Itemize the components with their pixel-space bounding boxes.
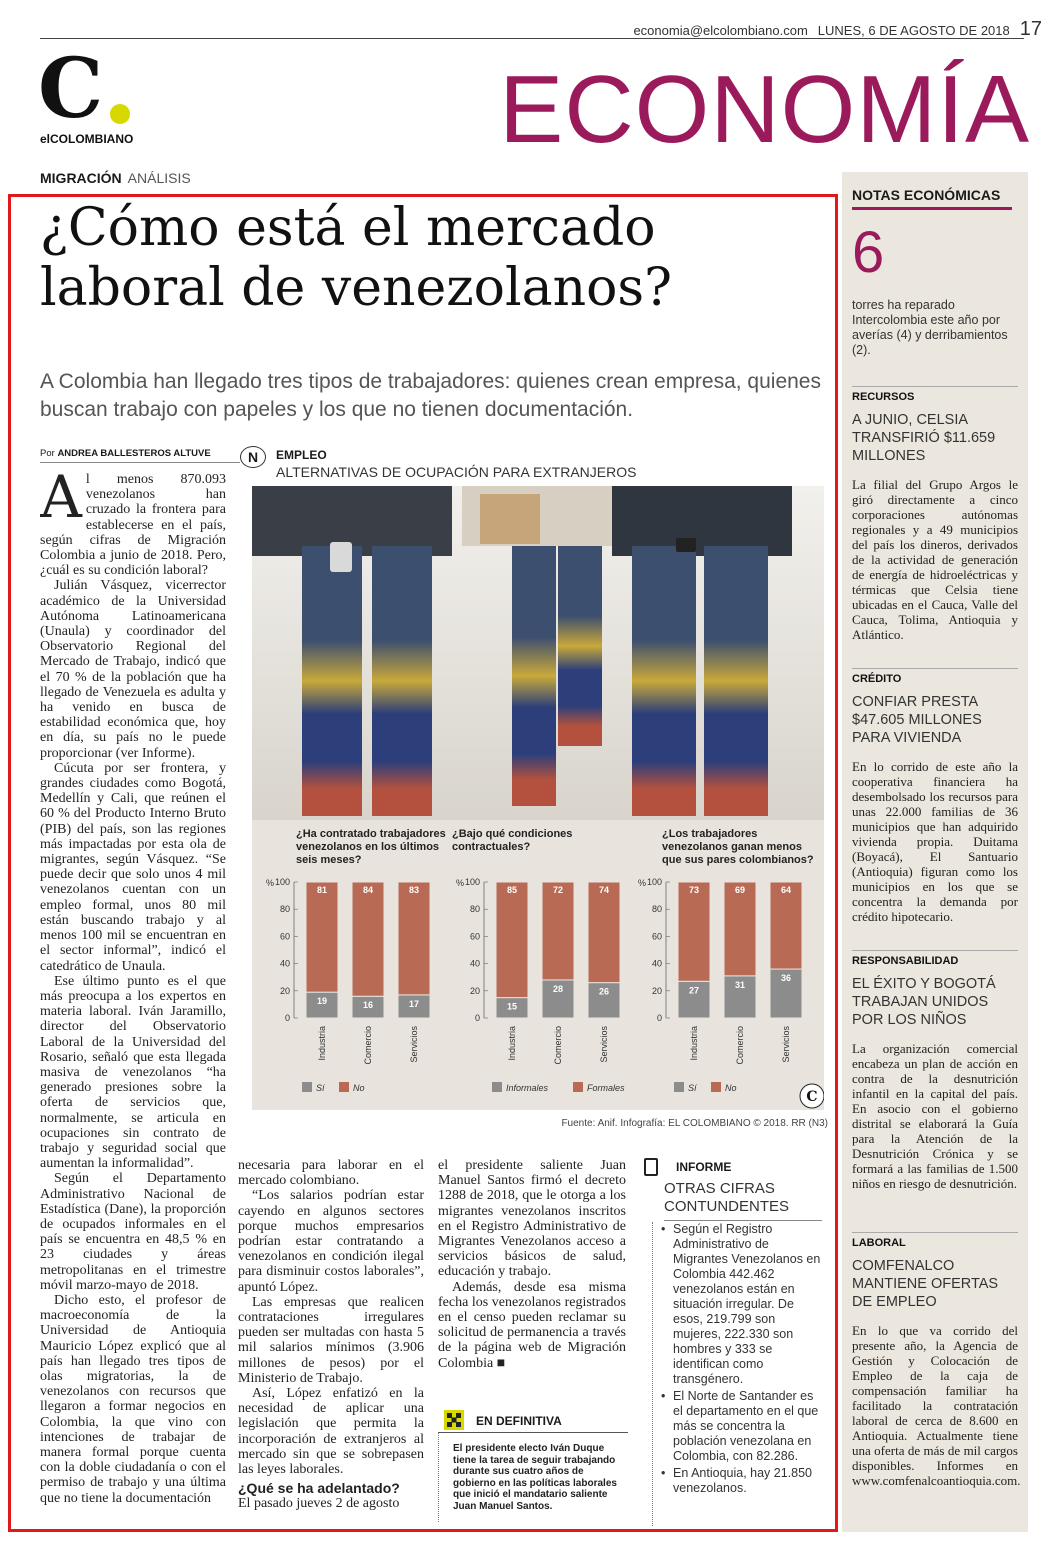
data-label: 27 (688, 985, 700, 996)
definitiva-kicker: EN DEFINITIVA (476, 1414, 562, 1428)
chart-1-question: ¿Ha contratado trabajadores venezolanos en los últimos seis meses? (296, 828, 446, 866)
x-tick-label: Industria (317, 1026, 327, 1061)
subheading: ¿Qué se ha adelantado? (238, 1480, 400, 1497)
x-tick-label: Comercio (735, 1026, 745, 1065)
y-tick-label: 80 (651, 904, 662, 915)
informe-item: • El Norte de Santander es el departamento en el que más se concentra la población venezolana en Colombia, con 82.286. (661, 1389, 824, 1464)
y-axis-label: % (266, 878, 275, 888)
infographic-kicker: EMPLEO (276, 448, 327, 462)
note-label: RESPONSABILIDAD (852, 950, 1018, 967)
x-tick-label: Industria (507, 1026, 517, 1061)
data-label: 19 (316, 996, 328, 1007)
paragraph-text: l menos 870.093 venezolanos han cruzado la frontera para establecerse en el país, según cifras de Migración Colombia a junio de 2018. Pero, ¿cuál es su condición laboral? (40, 472, 226, 579)
highlight-frame (8, 194, 838, 1532)
x-tick-label: Comercio (363, 1026, 373, 1065)
infographic-logo: N (240, 446, 266, 468)
note-title: COMFENALCO MANTIENE OFERTAS DE EMPLEO (852, 1258, 999, 1310)
y-tick-label: 0 (284, 1013, 290, 1023)
kicker-topic: MIGRACIÓN (40, 170, 122, 186)
y-tick-label: 80 (279, 904, 290, 915)
note-label: CRÉDITO (852, 668, 1018, 685)
note-title: EL ÉXITO Y BOGOTÁ TRABAJAN UNIDOS POR LOS NIÑOS (852, 976, 996, 1028)
issue-date: LUNES, 6 DE AGOSTO DE 2018 (817, 23, 1010, 38)
y-tick-label: 60 (469, 931, 480, 942)
y-tick-label: 20 (651, 985, 662, 996)
paragraph: Además, desde esa misma fecha los venezolanos registrados en el censo pueden reclamar su solicitud de permanencia a través de la página web de Migración Colombia ■ (438, 1279, 626, 1371)
data-label: 81 (316, 885, 328, 895)
paragraph: Las empresas que realicen contrataciones irregulares pueden ser multadas con hasta 5 mil salarios mínimos (3.906 millones de pesos) por el Ministerio de Trabajo. (238, 1294, 424, 1386)
y-tick-label: 100 (464, 877, 480, 887)
note-title: A JUNIO, CELSIA TRANSFIRIÓ $11.659 MILLONES (852, 412, 996, 464)
legend-label: Sí (688, 1083, 697, 1093)
drop-cap: A (40, 472, 82, 531)
legend-label: Sí (316, 1083, 325, 1093)
legend-label: Formales (587, 1083, 625, 1093)
data-label: 85 (506, 885, 518, 895)
byline-name: ANDREA BALLESTEROS ALTUVE (57, 448, 211, 459)
note-text: La filial del Grupo Argos le giró directamente a cinco corporaciones autónomas regionales y a 49 municipios del país los dineros, derivados de la actividad de generación de energía de hidroeléctricas y térmicas que Celsia tiene ubicadas en el Cauca, Valle del Cauca, Tolima, Antioquia y Atlántico. (852, 477, 1018, 642)
note-text: En lo que va corrido del presente año, la Agencia de Gestión y Colocación de Empleo de la caja de compensación familiar ha facilitado la contratación laboral de cerca de 8.600 en Antioquia. Actualmente tiene una oferta de más de mil cargos disponibles. Informes en www.comfenalcoantioquia.com. (852, 1323, 1021, 1488)
y-tick-label: 80 (469, 904, 480, 915)
kicker-type: ANÁLISIS (127, 170, 191, 186)
y-tick-label: 60 (651, 931, 662, 942)
informe-item: • En Antioquia, hay 21.850 venezolanos. (661, 1466, 824, 1496)
note-title: CONFIAR PRESTA $47.605 MILLONES PARA VIVIENDA (852, 694, 982, 746)
sidebar-header: NOTAS ECONÓMICAS (852, 187, 1012, 210)
sidebar-note-recursos (852, 386, 1018, 642)
logo-dot (110, 104, 130, 124)
legend-label: Informales (506, 1083, 549, 1093)
y-tick-label: 20 (469, 985, 480, 996)
byline-prefix: Por (40, 448, 55, 459)
data-label: 36 (780, 973, 792, 984)
definitiva-text: El presidente electo Iván Duque tiene la tarea de seguir trabajando durante sus cuatro años de gobierno en las políticas laborales que inició el mandatario saliente Juan Manuel Santos. (438, 1432, 628, 1522)
headline-line-2: laboral de venezolanos? (40, 258, 672, 318)
paragraph: necesaria para laborar en el mercado colombiano. (238, 1158, 424, 1189)
x-tick-label: Industria (689, 1026, 699, 1061)
note-text: En lo corrido de este año la cooperativa financiera ha desembolsado los recursos para unas 22.000 familias de 36 municipios que han adquirido vivienda propia. Duitama (Boyacá), El Santuario (Antioquia) figuran como los municipios en los que se concentra la demanda por crédito hipotecario. (852, 759, 1018, 924)
data-label: 28 (552, 983, 564, 994)
headline-line-1: ¿Cómo está el mercado (40, 198, 656, 258)
sidebar-note-responsabilidad (852, 950, 1018, 1191)
corner-logo-letter: C (806, 1089, 818, 1105)
paragraph: Según el Departamento Administrativo Nacional de Estadística (Dane), la proporción de ocupados informales en el país se encuentra en 48,5 % en 23 ciudades y áreas metropolitanas en el trimestre móvil marzo-mayo de 2018. (40, 1171, 226, 1293)
paragraph: “Los salarios podrían estar cayendo en algunos sectores porque muchos empresarios podrían estar contratando a venezolanos en condición ilegal para disminuir costos laborales”, apuntó López. (238, 1188, 424, 1295)
x-tick-label: Comercio (553, 1026, 563, 1065)
sidebar-big-number: 6 (852, 220, 885, 285)
data-label: 83 (408, 885, 420, 895)
legend-label: No (725, 1083, 737, 1093)
logo-letter: C (38, 41, 104, 137)
paragraph: el presidente saliente Juan Manuel Santos firmó el decreto 1288 de 2018, que le otorga a los migrantes venezolanos inscritos en el Registro Administrativo de Migrantes Venezolanos acceso a servicios básicos de salud, educación y trabajo. (438, 1158, 626, 1280)
y-axis-label: % (638, 878, 647, 888)
paragraph: Cúcuta por ser frontera, y grandes ciudades como Bogotá, Medellín y Cali, que reúnen el 60 % del Producto Interno Bruto (PIB) del país, son las regiones más impactadas por esta ola de migrantes, según Vásquez. “Se puede decir que solo unos 4 mil venezolanos cuentan con un empleo formal, unos 80 mil están buscando trabajo y al menos 100 mil se encuentran en el sector informal”, indicó el catedrático de Unaula. (40, 760, 226, 974)
y-tick-label: 20 (279, 985, 290, 996)
logo-name: elCOLOMBIANO (40, 132, 134, 146)
paragraph: Así, López enfatizó en la necesidad de aplicar una legislación que permita la incorporación de extranjeros al mercado sin que se sobrepasen las leyes laborales. (238, 1386, 424, 1478)
note-label: RECURSOS (852, 386, 1018, 403)
data-label: 72 (552, 885, 564, 895)
paragraph: El pasado jueves 2 de agosto (238, 1496, 400, 1512)
data-label: 16 (362, 1000, 374, 1011)
informe-kicker: INFORME (676, 1160, 732, 1174)
chart-2-question: ¿Bajo qué condiciones contractuales? (452, 828, 573, 853)
y-tick-label: 100 (646, 877, 662, 887)
data-label: 31 (734, 979, 746, 990)
data-label: 69 (734, 885, 746, 895)
note-text: La organización comercial encabeza un plan de acción en contra de la desnutrición infantil en la capital del país. En asocio con el gobierno distrital se elaborará la Guía para la Atención de la Desnutrición Crónica y se formará a las familias de 1.500 niños en riesgo de desnutrición. (852, 1041, 1018, 1191)
paragraph: Dicho esto, el profesor de macroeconomía de la Universidad de Antioquia Mauricio López explicó que al país han llegado tres tipos de olas migratorias, la de venezolanos con recursos que llegaron a formar negocios en Colombia, la que vino con intenciones de trabajar de manera formal porque cuenta con la doble ciudadanía o con el permiso de trabajo y una última que no tiene la documentación (40, 1292, 226, 1506)
x-tick-label: Servicios (599, 1026, 609, 1063)
infographic-title: ALTERNATIVAS DE OCUPACIÓN PARA EXTRANJEROS (276, 464, 637, 480)
legend-label: No (353, 1083, 365, 1093)
data-label: 73 (688, 885, 700, 895)
y-tick-label: 40 (651, 958, 662, 969)
x-tick-label: Servicios (409, 1026, 419, 1063)
chart-3-question: ¿Los trabajadores venezolanos ganan menos que sus pares colombianos? (662, 828, 814, 866)
page-number: 17 (1019, 18, 1042, 40)
deck: A Colombia han llegado tres tipos de trabajadores: quienes crean empresa, quienes buscan trabajo con papeles y los que no tienen documentación. (40, 370, 821, 421)
data-label: 74 (598, 885, 610, 895)
y-axis-label: % (456, 878, 465, 888)
y-tick-label: 100 (274, 877, 290, 887)
data-label: 17 (408, 998, 420, 1009)
informe-title: OTRAS CIFRAS CONTUNDENTES (664, 1180, 822, 1221)
y-tick-label: 40 (469, 958, 480, 969)
sidebar-note-laboral (852, 1232, 1021, 1488)
paragraph: Julián Vásquez, vicerrector académico de la Universidad Autónoma Latinoamericana (Unaula) y coordinador del Observatorio Regional del Mercado de Trabajo, indicó que el 70 % de la población que ha llegado de Venezuela es adulta y ha venido en busca de estabilidad económica que, hoy en día, su país no le puede proporcionar (ver Informe). (40, 578, 226, 761)
sidebar-note-credito (852, 668, 1018, 924)
data-label: 26 (598, 986, 610, 997)
infographic-source: Fuente: Anif. Infografía: EL COLOMBIANO © 2018. RR (N3) (561, 1118, 828, 1129)
top-rule (40, 38, 1024, 39)
article-kicker (40, 170, 191, 186)
y-tick-label: 40 (279, 958, 290, 969)
y-tick-label: 60 (279, 931, 290, 942)
x-tick-label: Servicios (781, 1026, 791, 1063)
email-link[interactable]: economia@elcolombiano.com (633, 23, 808, 38)
y-tick-label: 0 (656, 1013, 662, 1023)
paragraph: Ese último punto es el que más preocupa a los expertos en materia laboral. Iván Jaramillo, director del Observatorio Laboral de la Universidad del Rosario, señaló que esta llegada masiva de venezolanos “ha generado presiones sobre la oferta de servicios que, normalmente, se articula en ocupaciones sin contrato de trabajo y seguridad social que aumentan la informalidad”. (40, 973, 226, 1172)
sidebar-big-number-text: torres ha reparado Intercolombia este año por averías (4) y derribamientos (2). (852, 298, 1008, 357)
y-tick-label: 0 (474, 1013, 480, 1023)
note-label: LABORAL (852, 1232, 1018, 1249)
informe-item: • Según el Registro Administrativo de Migrantes Venezolanos en Colombia 442.462 venezolanos están en situación irregular. De esos, 219.799 son mujeres, 222.330 son hombres y 333 se identifican como transgénero. (661, 1222, 824, 1387)
section-title: ECONOMÍA (499, 56, 1030, 163)
data-label: 15 (506, 1001, 518, 1012)
data-label: 84 (362, 885, 374, 895)
data-label: 64 (780, 885, 792, 895)
